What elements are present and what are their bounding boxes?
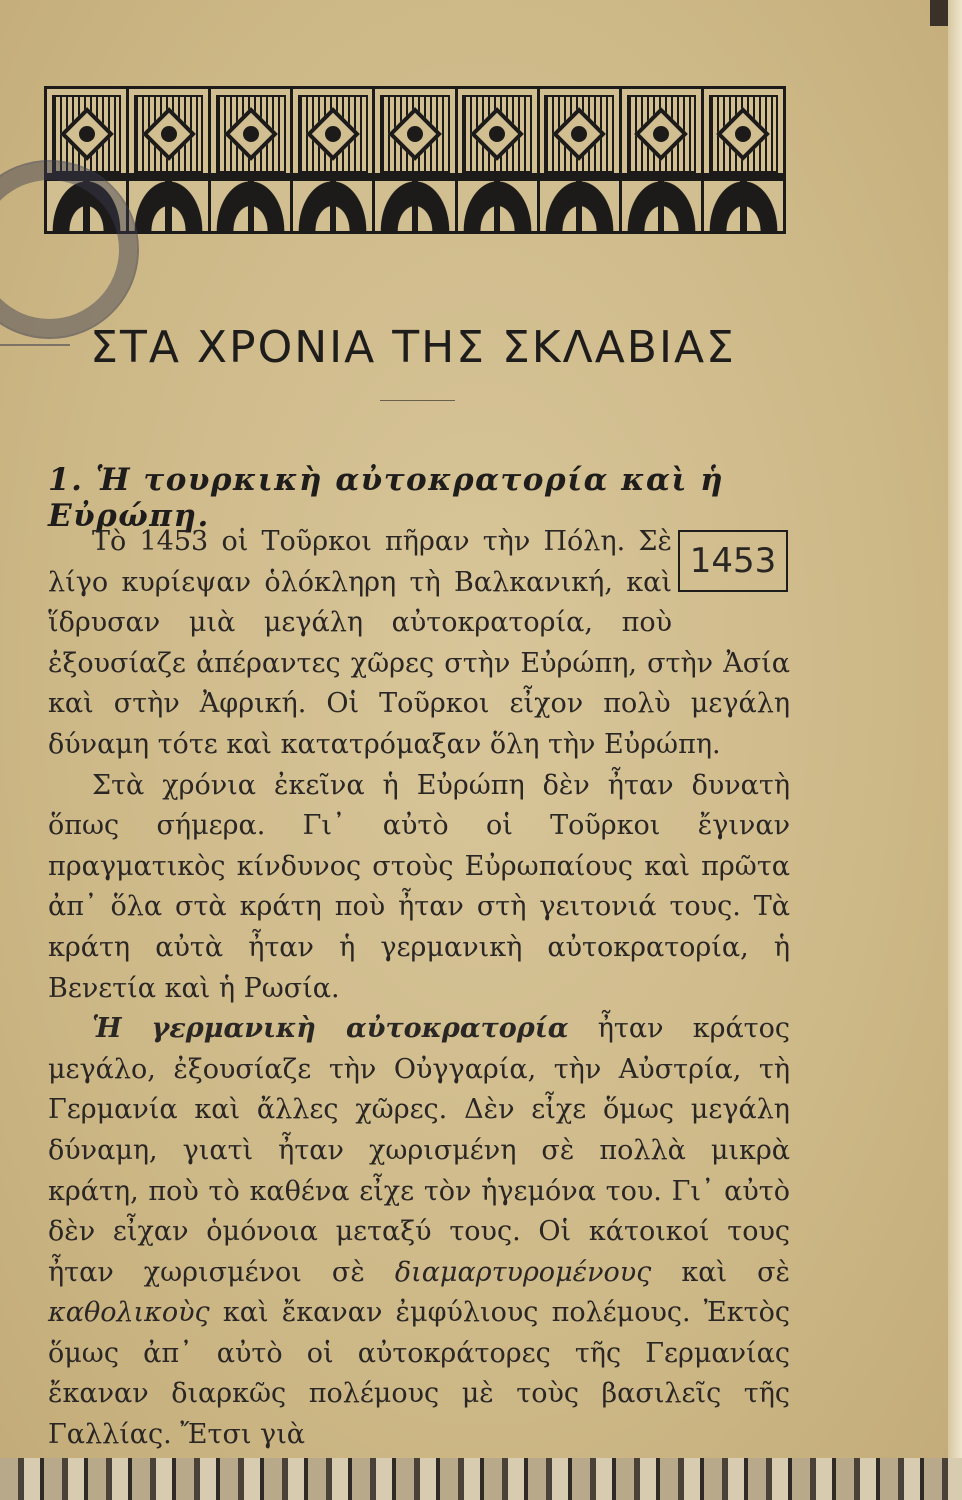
ornament-tile (129, 89, 208, 231)
section-heading: 1. Ἡ τουρκικὴ αὐτοκρατορία καὶ ἡ Εὐρώπη. (48, 462, 725, 534)
scan-bottom-strip (0, 1458, 962, 1500)
ornament-tile (293, 89, 372, 231)
ornament-tile (211, 89, 290, 231)
paragraph-2: Στὰ χρόνια ἐκεῖνα ἡ Εὐρώπη δὲν ἦταν δυνατὴ ὅπως σήμερα. Γι᾽ αὐτὸ οἱ Τοῦρκοι ἔγιναν πραγματικὸς κίνδυνος στοὺς Εὐρωπαίους καὶ πρῶτα ἀπ᾽ ὅλα στὰ κράτη ποὺ ἦταν στὴ γειτονιά τους. Τὰ κράτη αὐτὰ ἦταν ἡ γερμανικὴ αὐτοκρατορία, ἡ Βενετία καὶ ἡ Ρωσία. (48, 769, 790, 1004)
body-text (48, 522, 790, 1456)
decorative-header-band (44, 86, 786, 234)
ornament-tile (622, 89, 701, 231)
term-catholics: καθολικοὺς (48, 1297, 210, 1329)
ornament-tile (375, 89, 454, 231)
paragraph-3-text-b: καὶ σὲ (651, 1256, 790, 1288)
ornament-tile (458, 89, 537, 231)
title-rule (380, 400, 455, 401)
paragraph-3 (48, 1009, 790, 1456)
ornament-tile (704, 89, 783, 231)
margin-year-box: 1453 (678, 530, 788, 592)
paragraph-3-text-a: ἦταν κράτος μεγάλο, ἐξουσίαζε τὴν Οὐγγαρία, τὴν Αὐστρία, τὴ Γερμανία καὶ ἄλλες χῶρες. Δὲν εἶχε ὅμως μεγάλη δύναμη, γιατὶ ἦταν χωρισμένη σὲ πολλὰ μικρὰ κράτη, ποὺ τὸ καθένα εἶχε τὸν ἡγεμόνα του. Γι᾽ αὐτὸ δὲν εἶχαν ὁμόνοια μεταξύ τους. Οἱ κάτοικοί τους ἦταν χωρισμένοι σὲ (48, 1013, 790, 1288)
ornament-tile (540, 89, 619, 231)
term-german-empire: Ἡ γερμανικὴ αὐτοκρατορία (92, 1013, 569, 1045)
paragraph-3-text-c: καὶ ἔκαναν ἐμφύλιους πολέμους. Ἐκτὸς ὅμως ἀπ᾽ αὐτὸ οἱ αὐτοκράτορες τῆς Γερμανίας ἔκαναν διαρκῶς πολέμους μὲ τοὺς βασιλεῖς τῆς Γαλλίας. Ἔτσι γιὰ (48, 1297, 790, 1451)
page-edge (948, 0, 962, 1500)
paragraph-1: Τὸ 1453 οἱ Τοῦρκοι πῆραν τὴν Πόλη. Σὲ λίγο κυρίεψαν ὁλόκληρη τὴ Βαλκανική, καὶ ἵδρυσαν μιὰ μεγάλη αὐτοκρατορία, ποὺ ἐξουσίαζε ἀπέραντες χῶρες στὴν Εὐρώπη, στὴν Ἀσία καὶ στὴν Ἀφρική. Οἱ Τοῦρκοι εἶχον πολὺ μεγάλη δύναμη τότε καὶ κατατρόμαξαν ὅλη τὴν Εὐρώπη. (48, 526, 790, 760)
term-protestants: διαμαρτυρομένους (394, 1256, 652, 1288)
chapter-title: ΣΤΑ ΧΡΟΝΙΑ ΤΗΣ ΣΚΛΑΒΙΑΣ (90, 322, 736, 373)
